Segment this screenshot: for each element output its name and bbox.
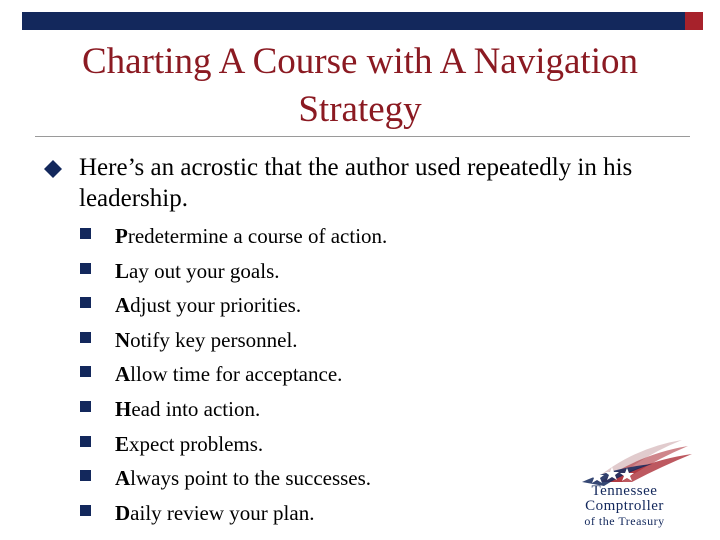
square-bullet-icon	[80, 470, 91, 481]
square-bullet-icon	[80, 332, 91, 343]
acrostic-letter: D	[115, 500, 131, 525]
acrostic-letter: P	[115, 224, 128, 248]
acrostic-letter: N	[115, 327, 131, 352]
logo-line-1: Tennessee	[591, 483, 658, 499]
square-bullet-icon	[80, 505, 91, 516]
list-item-rest: xpect problems.	[129, 431, 264, 456]
list-item-rest: otify key personnel.	[130, 327, 298, 352]
square-bullet-icon	[80, 263, 91, 274]
acrostic-letter: A	[115, 466, 131, 491]
diamond-bullet-icon	[44, 160, 62, 178]
acrostic-letter: L	[115, 258, 130, 283]
title-divider	[35, 136, 690, 137]
list-item-text	[115, 257, 280, 285]
square-bullet-icon	[80, 297, 91, 308]
corner-square-decoration	[685, 12, 703, 30]
logo-line-3: of the Treasury	[584, 514, 665, 528]
flag-swoosh-icon	[552, 438, 697, 488]
acrostic-letter: A	[115, 362, 131, 387]
list-item-text	[115, 326, 298, 354]
logo-line-2: Comptroller	[585, 498, 664, 514]
list-item-text	[115, 499, 314, 527]
acrostic-letter: A	[115, 293, 131, 318]
acrostic-letter: H	[115, 396, 132, 421]
list-item-rest: aily review your plan.	[130, 500, 315, 525]
list-item-text	[115, 464, 371, 492]
square-bullet-icon	[80, 366, 91, 377]
list-item-text	[115, 430, 263, 458]
square-bullet-icon	[80, 436, 91, 447]
list-item-rest: lways point to the successes.	[130, 466, 372, 491]
main-bullet-text: Here’s an acrostic that the author used repeatedly in his leadership.	[79, 154, 633, 212]
list-item-rest: redetermine a course of action.	[127, 224, 388, 248]
tennessee-comptroller-logo	[552, 438, 697, 533]
title-bar-decoration	[22, 12, 685, 30]
list-item-rest: ead into action.	[131, 396, 261, 421]
slide-title: Charting A Course with A Navigation Strategy	[81, 41, 638, 130]
list-item-rest: djust your priorities.	[130, 293, 302, 318]
acrostic-letter: E	[115, 431, 130, 456]
square-bullet-icon	[80, 401, 91, 412]
square-bullet-icon	[80, 228, 91, 239]
list-item-text	[115, 360, 342, 388]
list-item-text	[115, 291, 301, 319]
list-item-rest: ay out your goals.	[129, 258, 280, 283]
list-item-rest: llow time for acceptance.	[130, 362, 343, 387]
list-item-text	[115, 222, 387, 250]
list-item-text	[115, 395, 260, 423]
